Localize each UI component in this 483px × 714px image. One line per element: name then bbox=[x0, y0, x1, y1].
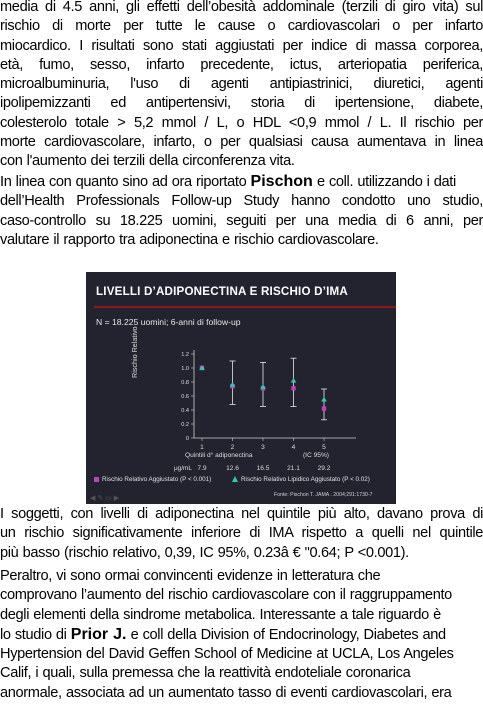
text-line: ipolipemizzanti ed antipertensivi, storia di ipertensione, diabete, bbox=[0, 95, 483, 112]
text-line: media di 4.5 anni, gli effetti dell’obesità addominale (terzili di giro vita) sul bbox=[0, 0, 483, 15]
text-line: più basso (rischio relativo, 0,39, IC 95%, 0.23â € "0.64; P <0.001). bbox=[0, 544, 409, 561]
quintile-value: 16.5 bbox=[256, 465, 270, 472]
author-name: Pischon bbox=[250, 173, 313, 190]
text-line: anormale, associata ad un aumentato tasso di eventi cardiovascolari, era bbox=[0, 684, 452, 701]
legend-triangle-icon bbox=[232, 476, 238, 482]
point-lipid-adjusted bbox=[291, 378, 297, 383]
text-line: miocardico. I risultati sono stati aggiustati per indice di massa corporea, bbox=[0, 37, 483, 54]
legend-square-icon bbox=[94, 477, 99, 482]
legend-text: Rischio Relativo Aggiustato (P < 0.001) bbox=[102, 476, 212, 483]
x-tick-label: 1 bbox=[200, 444, 204, 451]
x-tick-label: 3 bbox=[261, 444, 265, 451]
y-tick-label: 1.0 bbox=[181, 366, 189, 372]
point-adjusted bbox=[322, 406, 326, 410]
point-lipid-adjusted bbox=[321, 397, 327, 402]
legend-text: Rischio Relativo Lipidico Aggiustato (P < 0.02) bbox=[241, 476, 370, 483]
point-adjusted bbox=[291, 386, 295, 390]
text-line: età, fumo, sesso, infarto precedente, ictus, arteriopatia periferica, bbox=[0, 56, 483, 73]
text-line bbox=[0, 172, 483, 192]
text-line: caso-controllo su 18.225 uomini, seguiti per una media di 6 anni, per bbox=[0, 212, 483, 229]
quintile-value: 29.2 bbox=[317, 465, 331, 472]
text-line: microalbuminuria, l'uso di agenti antipiastrinici, diuretici, agenti bbox=[0, 76, 483, 93]
text-line: morte cardiovascolare, infarto, o per qualsiasi causa aumentava in linea bbox=[0, 134, 483, 151]
text-segment: e coll. utilizzando i dati bbox=[312, 174, 456, 190]
text-line: valutare il rapporto tra adiponectina e rischio cardiovascolare. bbox=[0, 231, 379, 248]
text-line: con l'aumento dei terzili della circonferenza vita. bbox=[0, 153, 295, 170]
quintile-value: 21.1 bbox=[287, 465, 300, 472]
text-line: un rischio significativamente inferiore di IMA rispetto a quelli nel quintile bbox=[0, 525, 483, 542]
y-tick-label: 0.4 bbox=[181, 408, 189, 414]
paragraph-quintile-result bbox=[0, 505, 483, 563]
legend-adjusted bbox=[94, 476, 211, 483]
x-tick-label: 4 bbox=[291, 444, 296, 451]
y-tick-label: 1.2 bbox=[181, 352, 189, 358]
text-line bbox=[0, 625, 483, 645]
paragraph-metabolic-syndrome bbox=[0, 567, 483, 703]
text-line: comprovano l’aumento del rischio cardiovascolare con il raggruppamento bbox=[0, 587, 452, 604]
slide-controls[interactable]: ◀ ✎ ▭ ▶ bbox=[90, 495, 120, 502]
text-segment: In linea con quanto sino ad ora riportato bbox=[0, 174, 251, 190]
y-tick-label: 0.2 bbox=[181, 422, 189, 428]
adiponectin-slide bbox=[86, 272, 396, 504]
text-segment: e coll della Division of Endocrinology, Diabetes and bbox=[126, 626, 446, 643]
quintile-value: 7.9 bbox=[197, 465, 207, 472]
y-tick-label: 0.6 bbox=[181, 394, 189, 400]
slide-title: LIVELLI D’ADIPONECTINA E RISCHIO D’IMA bbox=[96, 285, 348, 298]
text-line: colesterolo totale > 5,2 mmol / L, o HDL <0,9 mmol / L. Il rischio per bbox=[0, 114, 483, 131]
paragraph-obesity bbox=[0, 0, 483, 172]
quintile-value: 12.6 bbox=[226, 465, 239, 472]
paragraph-pischon bbox=[0, 172, 483, 250]
x-tick-label: 5 bbox=[322, 444, 326, 451]
unit-label: μg/mL bbox=[174, 465, 192, 472]
x-tick-label: 2 bbox=[230, 444, 235, 451]
slide-subtitle: N = 18.225 uomini; 6-anni di follow-up bbox=[96, 317, 241, 327]
x-axis-label: Quintili d° adiponectina bbox=[185, 452, 253, 459]
author-name: Prior J. bbox=[70, 625, 127, 643]
text-line: I soggetti, con livelli di adiponectina nel quintile più alto, davano prova di bbox=[0, 506, 483, 522]
y-tick-label: 0 bbox=[185, 436, 189, 442]
ci-label: (IC 95%) bbox=[302, 452, 330, 459]
text-line: dell’Health Professionals Follow-up Study hanno condotto uno studio, bbox=[0, 193, 483, 210]
text-line: Hypertension del David Geffen School of Medicine at UCLA, Los Angeles bbox=[0, 646, 454, 663]
text-line: rischio di morte per tutte le cause o cardiovascolari o per infarto bbox=[0, 18, 483, 35]
text-line: Peraltro, vi sono ormai convincenti evidenze in letteratura che bbox=[0, 568, 381, 584]
y-axis-label: Rischio Relativo bbox=[130, 326, 139, 378]
relative-risk-chart bbox=[86, 272, 396, 504]
slide-source: Fonte: Pischon T. JAMA . 2004;291:1730-7 bbox=[274, 492, 373, 498]
legend-lipid-adjusted bbox=[232, 476, 370, 483]
y-tick-label: 0.8 bbox=[181, 380, 189, 386]
text-line: degli elementi della sindrome metabolica. Interessante a tale riguardo è bbox=[0, 606, 441, 623]
text-line: Calif, i quali, sulla premessa che la reattività endoteliale coronarica bbox=[0, 665, 411, 682]
text-segment: lo studio di bbox=[0, 626, 71, 643]
